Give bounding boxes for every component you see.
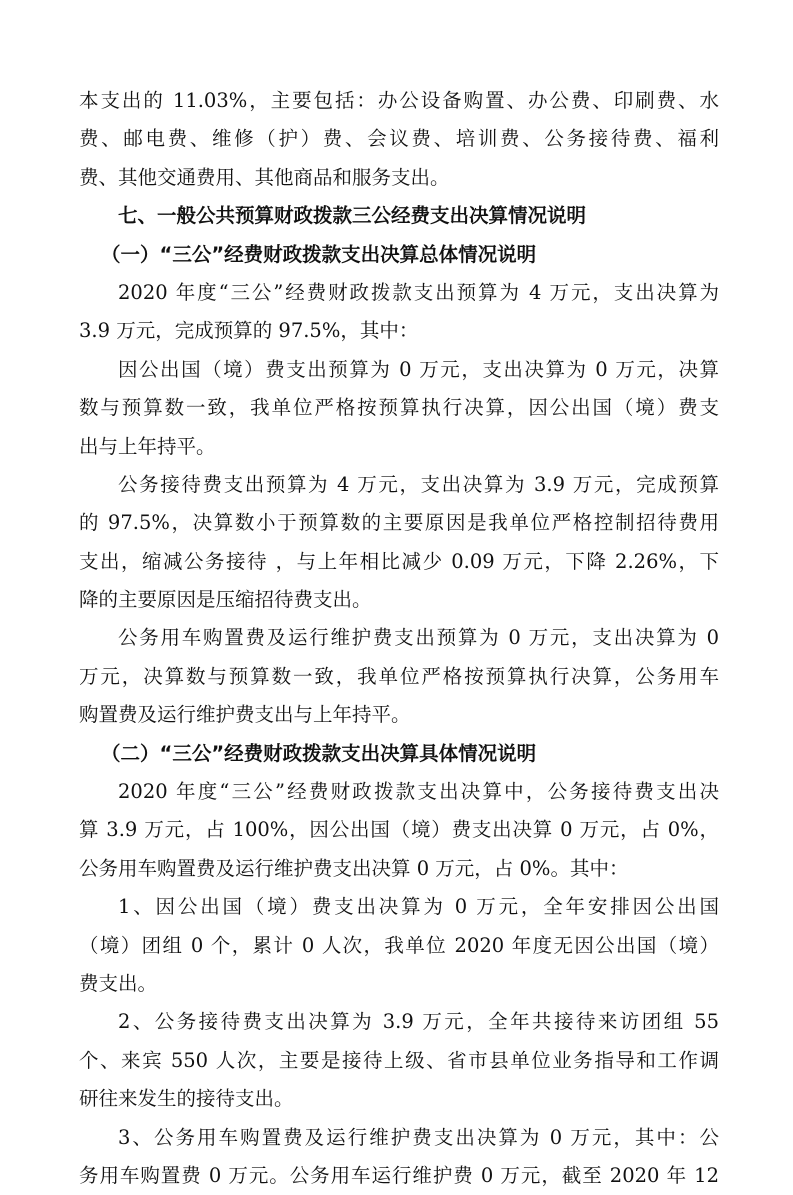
text-line: 数与预算数一致，我单位严格按预算执行决算，因公出国（境）费支: [79, 396, 719, 420]
text-line: 费支出。: [79, 971, 158, 995]
subsection-heading: （一）“三公”经费财政拨款支出决算总体情况说明: [101, 242, 537, 266]
text-line: （境）团组 0 个，累计 0 人次，我单位 2020 年度无因公出国（境）: [79, 933, 719, 957]
text-line: 3.9 万元，完成预算的 97.5%，其中：: [79, 319, 419, 343]
text-line: 个、来宾 550 人次，主要是接待上级、省市县单位业务指导和工作调: [79, 1048, 719, 1072]
section-heading: 七、一般公共预算财政拨款三公经费支出决算情况说明: [118, 204, 587, 228]
text-line: 费、邮电费、维修（护）费、会议费、培训费、公务接待费、福利: [79, 127, 719, 151]
text-line: 2020 年度“三公”经费财政拨款支出决算中，公务接待费支出决: [118, 780, 719, 804]
text-line: 降的主要原因是压缩招待费支出。: [79, 588, 372, 612]
text-line: 支出，缩减公务接待 ，与上年相比减少 0.09 万元，下降 2.26%，下: [79, 549, 719, 573]
text-line: 购置费及运行维护费支出与上年持平。: [79, 703, 411, 727]
text-line: 3、公务用车购置费及运行维护费支出决算为 0 万元，其中：公: [118, 1125, 719, 1149]
text-line: 万元，决算数与预算数一致，我单位严格按预算执行决算，公务用车: [79, 664, 719, 688]
text-line: 2、公务接待费支出决算为 3.9 万元，全年共接待来访团组 55: [118, 1010, 719, 1034]
text-line: 本支出的 11.03%，主要包括：办公设备购置、办公费、印刷费、水: [79, 89, 719, 112]
text-line: 的 97.5%，决算数小于预算数的主要原因是我单位严格控制招待费用: [79, 511, 719, 535]
text-line: 务用车购置费 0 万元。公务用车运行维护费 0 万元，截至 2020 年 12: [79, 1163, 719, 1187]
text-line: 2020 年度“三公”经费财政拨款支出预算为 4 万元，支出决算为: [118, 280, 719, 304]
subsection-heading: （二）“三公”经费财政拨款支出决算具体情况说明: [101, 741, 537, 765]
text-line: 公务用车购置费及运行维护费支出决算 0 万元，占 0%。其中：: [79, 856, 629, 880]
text-line: 因公出国（境）费支出预算为 0 万元，支出决算为 0 万元，决算: [118, 357, 719, 381]
text-line: 公务接待费支出预算为 4 万元，支出决算为 3.9 万元，完成预算: [118, 472, 719, 496]
text-line: 费、其他交通费用、其他商品和服务支出。: [79, 165, 450, 189]
text-line: 研往来发生的接待支出。: [79, 1087, 294, 1111]
text-line: 1、因公出国（境）费支出决算为 0 万元，全年安排因公出国: [118, 895, 719, 919]
text-line: 出与上年持平。: [79, 434, 216, 458]
text-line: 算 3.9 万元，占 100%，因公出国（境）费支出决算 0 万元，占 0%，: [79, 818, 719, 842]
text-line: 公务用车购置费及运行维护费支出预算为 0 万元，支出决算为 0: [118, 626, 719, 650]
document-body: [79, 82, 719, 1195]
